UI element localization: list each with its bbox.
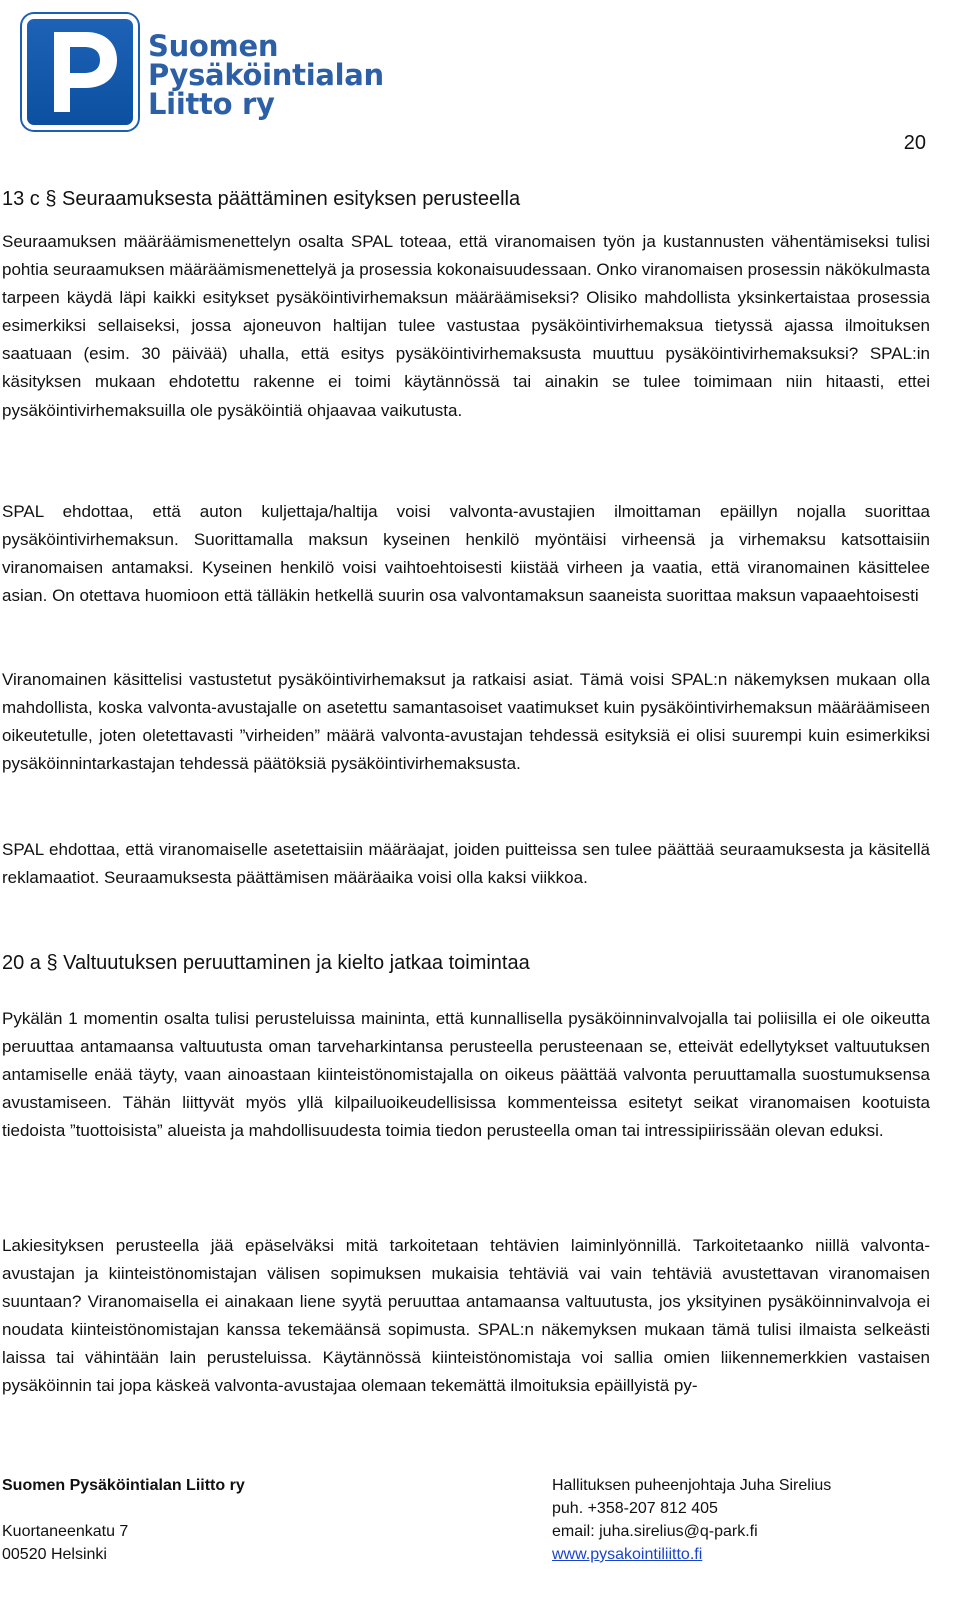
logo-line-3: Liitto ry — [148, 87, 275, 121]
logo-line-2: Pysäköintialan — [148, 58, 384, 92]
footer-website-link[interactable]: www.pysakointiliitto.fi — [552, 1546, 703, 1563]
page-number: 20 — [903, 132, 926, 154]
association-logo — [22, 14, 384, 138]
paragraph-13c-3: Viranomainen käsittelisi vastustetut pysäköintivirhemaksut ja ratkaisi asiat. Tämä voisi SPAL:n näkemyksen mukaan olla mahdollista, koska valvonta-avustajalle on asetettu samantasoiset vaatimukset kuin pysäköintivirhemaksun määräämiseen oikeutetulle, joten oletettavasti ”virheiden” määrä valvonta-avustajan tehdessä esityksiä ei olisi suurempi kuin esimerkiksi pysäköinnintarkastajan tehdessä päätöksiä pysäköintivirhemaksusta. — [2, 670, 930, 774]
paragraph-20a-2: Lakiesityksen perusteella jää epäselväksi mitä tarkoitetaan tehtävien laiminlyönnillä. Tarkoitetaanko niillä valvonta-avustajan ja kiinteistönomistajan välisen sopimuksen mukaisia tehtäviä vai vain tehtäviä avustettavan viranomaisen suuntaan? Viranomaisella ei ainakaan liene syytä peruuttaa antamaansa valtuutusta, jos yksityinen pysäköinninvalvoja ei noudata kiinteistönomistajan kanssa tekemäänsä sopimusta. SPAL:n näkemyksen mukaan tämä tulisi ilmaista selkeästi laissa tai vähintään lain perusteluissa. Käytännössä kiinteistönomistaja voi sallia omien liikennemerkkien vastaisen pysäköinnin tai jopa käskeä valvonta-avustajaa olemaan tekemättä ilmoituksia epäillyistä py- — [2, 1236, 930, 1396]
paragraph-13c-2: SPAL ehdottaa, että auton kuljettaja/haltija voisi valvonta-avustajien ilmoittaman epäillyn nojalla suorittaa pysäköintivirhemaksun. Suorittamalla maksun kyseinen henkilö myöntäisi virheensä ja virhemaksu katsottaisiin viranomaisen antamaksi. Kyseinen henkilö voisi vaihtoehtoisesti kiistää virheen ja vaatia, että viranomainen käsittelee asian. On otettava huomioon että tälläkin hetkellä suurin osa valvontamaksun saaneista suorittaa maksun vapaaehtoisesti — [2, 502, 930, 606]
footer-city: 00520 Helsinki — [2, 1546, 107, 1563]
footer-phone: puh. +358-207 812 405 — [552, 1500, 718, 1517]
logo-wordmark — [148, 29, 384, 121]
footer-street: Kuortaneenkatu 7 — [2, 1523, 129, 1540]
logo-line-1: Suomen — [148, 29, 279, 63]
footer-contact — [552, 1474, 831, 1566]
section-heading-13c: 13 c § Seuraamuksesta päättäminen esityksen perusteella — [2, 188, 521, 210]
footer-organization: Suomen Pysäköintialan Liitto ry — [2, 1477, 245, 1494]
paragraph-20a-1: Pykälän 1 momentin osalta tulisi perusteluissa maininta, että kunnallisella pysäköinninvalvojalla tai poliisilla ei ole oikeutta peruuttaa antamaansa valtuutusta oman tarveharkintansa perusteella perusteenaan se, etteivät edellytykset valtuutuksen antamiselle enää täyty, vaan ainoastaan kiinteistönomistajalla on oikeus päättää valvonta peruuttamalla suostumuksensa avustamiseen. Tähän liittyvät myös yllä kilpailuoikeudellisissa kommenteissa esitetyt seikat viranomaisen kootuista tiedoista ”tuottoisista” alueista ja mahdollisuudesta toimia tiedon perusteella oman tai intressipiirissään olevan eduksi. — [2, 1009, 930, 1141]
paragraph-13c-4: SPAL ehdottaa, että viranomaiselle asetettaisiin määräajat, joiden puitteissa sen tulee päättää seuraamuksesta ja käsitellä reklamaatiot. Seuraamuksesta päättämisen määräaika voisi olla kaksi viikkoa. — [2, 840, 930, 888]
footer-chair: Hallituksen puheenjohtaja Juha Sirelius — [552, 1477, 832, 1494]
parking-p-logo-icon — [22, 14, 138, 130]
section-heading-20a: 20 a § Valtuutuksen peruuttaminen ja kielto jatkaa toimintaa — [2, 952, 530, 974]
footer-address — [2, 1520, 128, 1566]
footer-email: email: juha.sirelius@q-park.fi — [552, 1523, 758, 1540]
page-footer — [0, 1474, 960, 1614]
paragraph-13c-1: Seuraamuksen määräämismenettelyn osalta SPAL toteaa, että viranomaisen työn ja kustannusten vähentämiseksi tulisi pohtia seuraamuksen määräämismenettelyä ja prosessia kokonaisuudessaan. Onko viranomaisen prosessin näkökulmasta tarpeen käydä läpi kaikki esitykset pysäköintivirhemaksun määräämiseksi? Olisiko mahdollista yksinkertaistaa prosessia esimerkiksi sellaiseksi, jossa ajoneuvon haltijan tulee vastustaa pysäköintivirhemaksua tietyssä ajassa ilmoituksen saatuaan (esim. 30 päivää) uhalla, että esitys pysäköintivirhemaksusta muuttuu pysäköintivirhemaksuksi? SPAL:in käsityksen mukaan ehdotettu rakenne ei toimi käytännössä tai ainakin se tulee toimimaan niin hitaasti, ettei pysäköintivirhemaksuilla ole pysäköintiä ohjaavaa vaikutusta. — [2, 232, 930, 420]
